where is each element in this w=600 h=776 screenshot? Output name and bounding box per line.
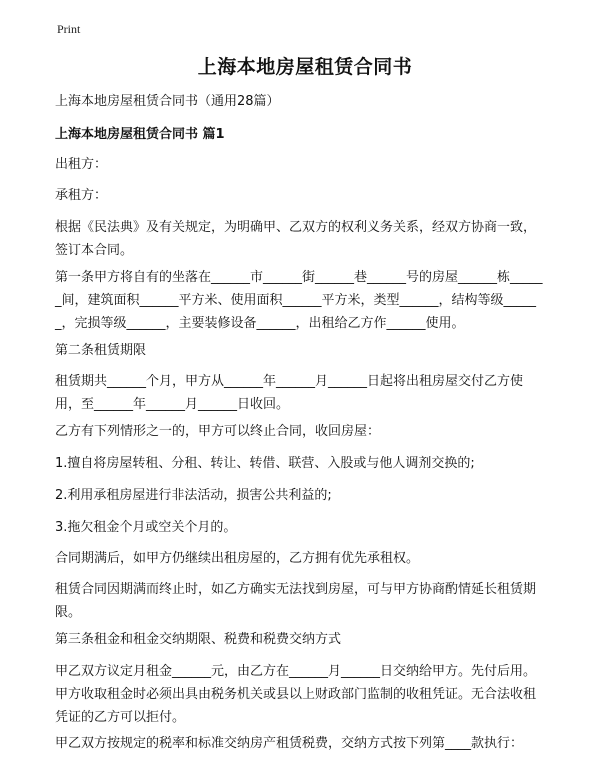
paragraph-extension: 租赁合同因期满而终止时，如乙方确实无法找到房屋，可与甲方协商酌情延长租赁期限。 xyxy=(55,582,537,620)
list-item-1: 1.擅自将房屋转租、分租、转让、转借、联营、入股或与他人调剂交换的; xyxy=(55,456,475,471)
paragraph-rent: 甲乙双方议定月租金______元，由乙方在______月______日交纳给甲方。先付后用。甲方收取租金时必须出具由税务机关或县以上财政部门监制的收租凭证。无合法收租凭证的乙方可以拒付。 xyxy=(55,664,537,725)
paragraph-tax: 甲乙双方按规定的税率和标准交纳房产租赁税费，交纳方式按下列第____款执行： xyxy=(55,736,524,751)
paragraph-lease-term: 租赁期共______个月，甲方从______年______月______日起将出租房屋交付乙方使用，至______年______月______日收回。 xyxy=(55,374,524,412)
list-item-3: 3.拖欠租金个月或空关个月的。 xyxy=(55,520,237,535)
document-title: 上海本地房屋租赁合同书 xyxy=(197,56,413,78)
list-item-2: 2.利用承租房屋进行非法活动，损害公共利益的; xyxy=(55,488,332,503)
paragraph-lessee: 承租方： xyxy=(55,188,108,203)
section-heading: 上海本地房屋租赁合同书 篇1 xyxy=(55,127,225,142)
paragraph-article-3-heading: 第三条租金和租金交纳期限、税费和税费交纳方式 xyxy=(55,632,342,647)
paragraph-termination-intro: 乙方有下列情形之一的，甲方可以终止合同，收回房屋： xyxy=(55,424,381,439)
paragraph-lessor: 出租方： xyxy=(55,157,108,172)
document-subtitle: 上海本地房屋租赁合同书（通用28篇） xyxy=(55,94,280,109)
print-link[interactable]: Print xyxy=(57,22,81,36)
paragraph-article-1: 第一条甲方将自有的坐落在______市______街______巷______号的房屋______栋______间，建筑面积______平方米、使用面积______平方米，类型______，结构等级______，完损等级______，主要装修设备______，出租给乙方作______使用。 xyxy=(55,270,543,331)
paragraph-article-2-heading: 第二条租赁期限 xyxy=(55,343,147,358)
paragraph-preamble: 根据《民法典》及有关规定，为明确甲、乙双方的权利义务关系，经双方协商一致，签订本合同。 xyxy=(55,220,537,258)
paragraph-priority-right: 合同期满后，如甲方仍继续出租房屋的，乙方拥有优先承租权。 xyxy=(55,551,420,566)
